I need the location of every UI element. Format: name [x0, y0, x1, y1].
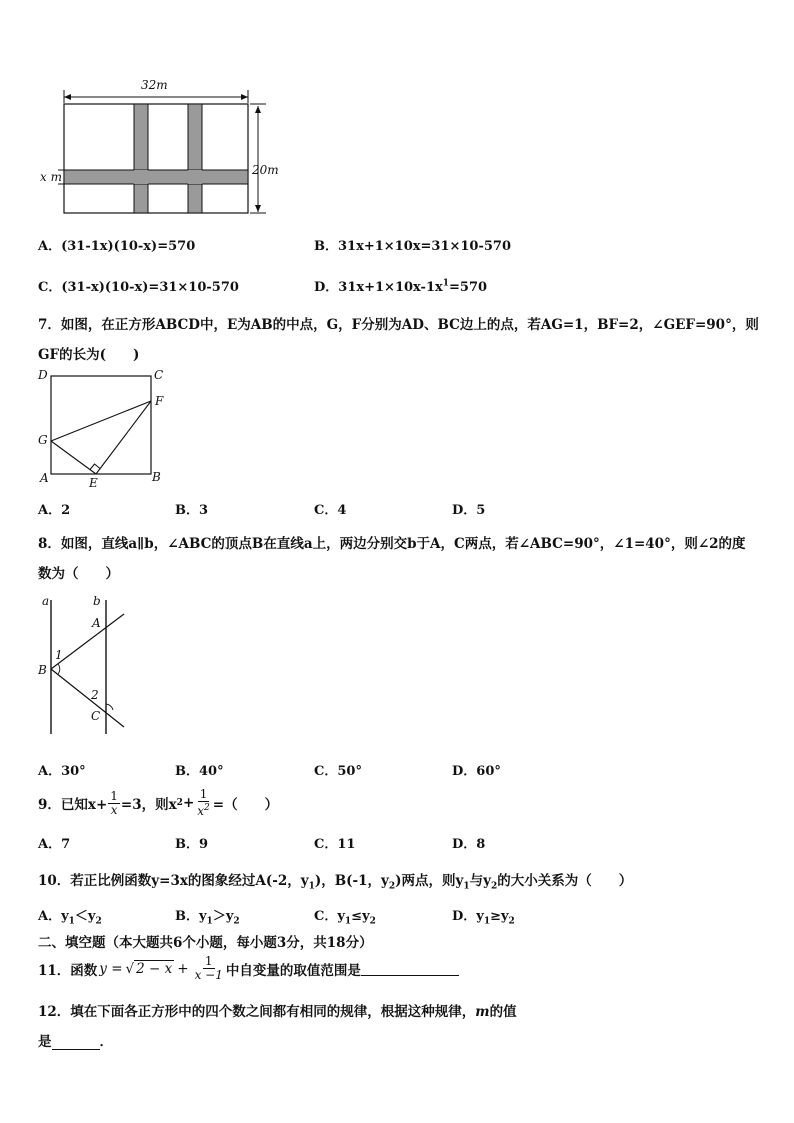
q10-option-c: [314, 905, 376, 927]
q8-fig-label-a-line: a: [42, 594, 50, 608]
q7-fig-label-e: E: [89, 476, 98, 490]
q7-stem-line1: 7．如图，在正方形ABCD中，E为AB的中点，G，F分别为AD、BC边上的点，若AG=1，BF=2，∠GEF=90°，则: [38, 317, 759, 333]
q9-mid: =3，则x: [120, 797, 177, 813]
q11-fraction-den: x −1: [194, 968, 223, 982]
q11-fraction: [193, 955, 225, 982]
q10-sub-3: 1: [463, 881, 470, 892]
q10-text-mid: )，B(-1，y: [314, 873, 389, 889]
q7-fig-label-b: B: [152, 470, 161, 484]
q10-d-op: ≥y: [490, 909, 509, 924]
q10-d-sub1: 1: [483, 916, 491, 927]
q7-option-a: A．2: [38, 503, 71, 518]
q6-option-a: A．(31-1x)(10-x)=570: [38, 239, 196, 254]
q8-option-d: D．60°: [452, 764, 501, 779]
figure-parallel-lines: [34, 592, 134, 742]
q10-option-a: [38, 905, 102, 927]
q10-d-pre: D．y: [452, 909, 484, 924]
fig6-top-label: 32m: [141, 78, 168, 92]
q12-answer-blank[interactable]: [52, 1035, 100, 1050]
q10-b-op: ＞y: [212, 909, 234, 924]
q8-stem-line2: 数为（ ）: [38, 566, 119, 582]
q11-sqrt-sign: √: [125, 960, 135, 977]
q10-b-pre: B．y: [175, 909, 207, 924]
fig6-left-label: x m: [40, 170, 62, 184]
q7-fig-label-f: F: [155, 394, 164, 408]
q6-option-c: C．(31-x)(10-x)=31×10-570: [38, 280, 239, 295]
q7-option-b: B．3: [175, 503, 209, 518]
q8-fig-label-point-c: C: [91, 709, 101, 723]
q7-fig-label-g: G: [38, 433, 48, 447]
q9-fraction-1-num: 1: [110, 788, 118, 803]
q10-sub-1: 1: [308, 881, 315, 892]
q11-pre: 11．函数: [38, 962, 98, 979]
q10-d-sub2: 2: [508, 916, 515, 927]
q8-stem-line1: 8．如图，直线a∥b，∠ABC的顶点B在直线a上，两边分别交b于A，C两点，若∠ABC=90°，∠1=40°，则∠2的度: [38, 536, 746, 552]
q6-option-b: B．31x+1×10x=31×10-570: [314, 239, 511, 254]
q10-c-sub1: 1: [344, 916, 352, 927]
q9-option-d: D．8: [452, 837, 486, 852]
section-2-heading: 二、填空题（本大题共6个小题，每小题3分，共18分）: [38, 935, 373, 951]
q10-a-sub2: 2: [95, 916, 102, 927]
fig6-right-label: 20m: [252, 163, 279, 177]
q12-line1-post: 的值: [489, 1004, 517, 1020]
q9-fraction-1-den: x: [110, 802, 118, 817]
q10-c-pre: C．y: [314, 909, 345, 924]
q9-fraction-2-den: [195, 802, 212, 818]
q12-line2-pre: 是: [38, 1034, 52, 1050]
q8-fig-label-point-b: B: [38, 663, 47, 677]
q7-stem-line2: GF的长为( ): [38, 347, 140, 363]
q10-stem: [38, 869, 632, 892]
q11-answer-blank[interactable]: [361, 961, 459, 976]
q7-option-c: C．4: [314, 503, 347, 518]
q9-pre: 9．已知x+: [38, 797, 108, 813]
q6-option-d-sup: 1: [442, 278, 450, 289]
q12-stem-line2: [38, 1030, 113, 1050]
q10-text-post: 的大小关系为（ ）: [497, 873, 633, 889]
q11-fraction-num: 1: [204, 954, 213, 968]
q9-fraction-2-den-base: x: [197, 804, 205, 818]
q11-sqrt-body: 2 − x: [136, 961, 173, 977]
q10-c-op: ≤y: [351, 909, 370, 924]
q12-line1-pre: 12．填在下面各正方形中的四个数之间都有相同的规律，根据这种规律，: [38, 1004, 476, 1020]
q10-a-pre: A．y: [38, 909, 69, 924]
q8-fig-label-b-line: b: [93, 594, 101, 608]
figure-field-roads: [36, 76, 286, 222]
q10-b-sub2: 2: [233, 916, 240, 927]
q11-stem: [38, 955, 459, 982]
q9-option-c: C．11: [314, 837, 356, 852]
q8-fig-label-angle-1: 1: [55, 648, 63, 662]
q9-option-a: A．7: [38, 837, 71, 852]
q9-fraction-2-den-sup: 2: [204, 803, 210, 813]
q9-fraction-2: [195, 788, 212, 818]
q10-text-pre: 10．若正比例函数y=3x的图象经过A(-2，y: [38, 873, 309, 889]
q10-a-sub1: 1: [68, 916, 75, 927]
q10-option-b: [175, 905, 240, 927]
q8-option-b: B．40°: [175, 764, 224, 779]
q9-stem: [38, 788, 278, 818]
q11-y-eq: y =: [99, 960, 123, 977]
q9-option-b: B．9: [175, 837, 209, 852]
q6-option-d-pre: D．31x+1×10x-1x: [314, 280, 443, 295]
q7-option-d: D．5: [452, 503, 486, 518]
q8-fig-label-point-a: A: [92, 616, 101, 630]
q10-option-d: [452, 905, 515, 927]
q11-plus: +: [177, 960, 189, 977]
q10-b-sub1: 1: [206, 916, 213, 927]
q10-text-mid3: 与y: [469, 873, 492, 889]
q9-square: 2: [176, 798, 183, 808]
q12-line2-post: ．: [99, 1034, 113, 1050]
q8-option-c: C．50°: [314, 764, 362, 779]
q9-plus: +: [182, 795, 195, 811]
q12-stem-line1: [38, 1000, 517, 1020]
q8-option-a: A．30°: [38, 764, 86, 779]
q9-fraction-2-num: 1: [199, 787, 208, 801]
q7-fig-label-c: C: [154, 368, 164, 382]
q10-a-op: ＜y: [74, 909, 96, 924]
q9-post: =（ ）: [212, 797, 279, 813]
q10-sub-4: 2: [491, 881, 498, 892]
q8-fig-label-angle-2: 2: [91, 688, 99, 702]
q10-text-mid2: )两点，则y: [395, 873, 464, 889]
q7-fig-label-a: A: [40, 471, 49, 485]
q11-post: 中自变量的取值范围是: [225, 962, 361, 979]
q10-c-sub2: 2: [369, 916, 376, 927]
q7-fig-label-d: D: [38, 368, 48, 382]
q12-m: m: [475, 1004, 490, 1020]
q6-option-d: [314, 276, 487, 295]
q10-sub-2: 2: [388, 881, 396, 892]
q9-fraction-1: [108, 790, 120, 817]
q6-option-d-post: =570: [449, 280, 488, 295]
